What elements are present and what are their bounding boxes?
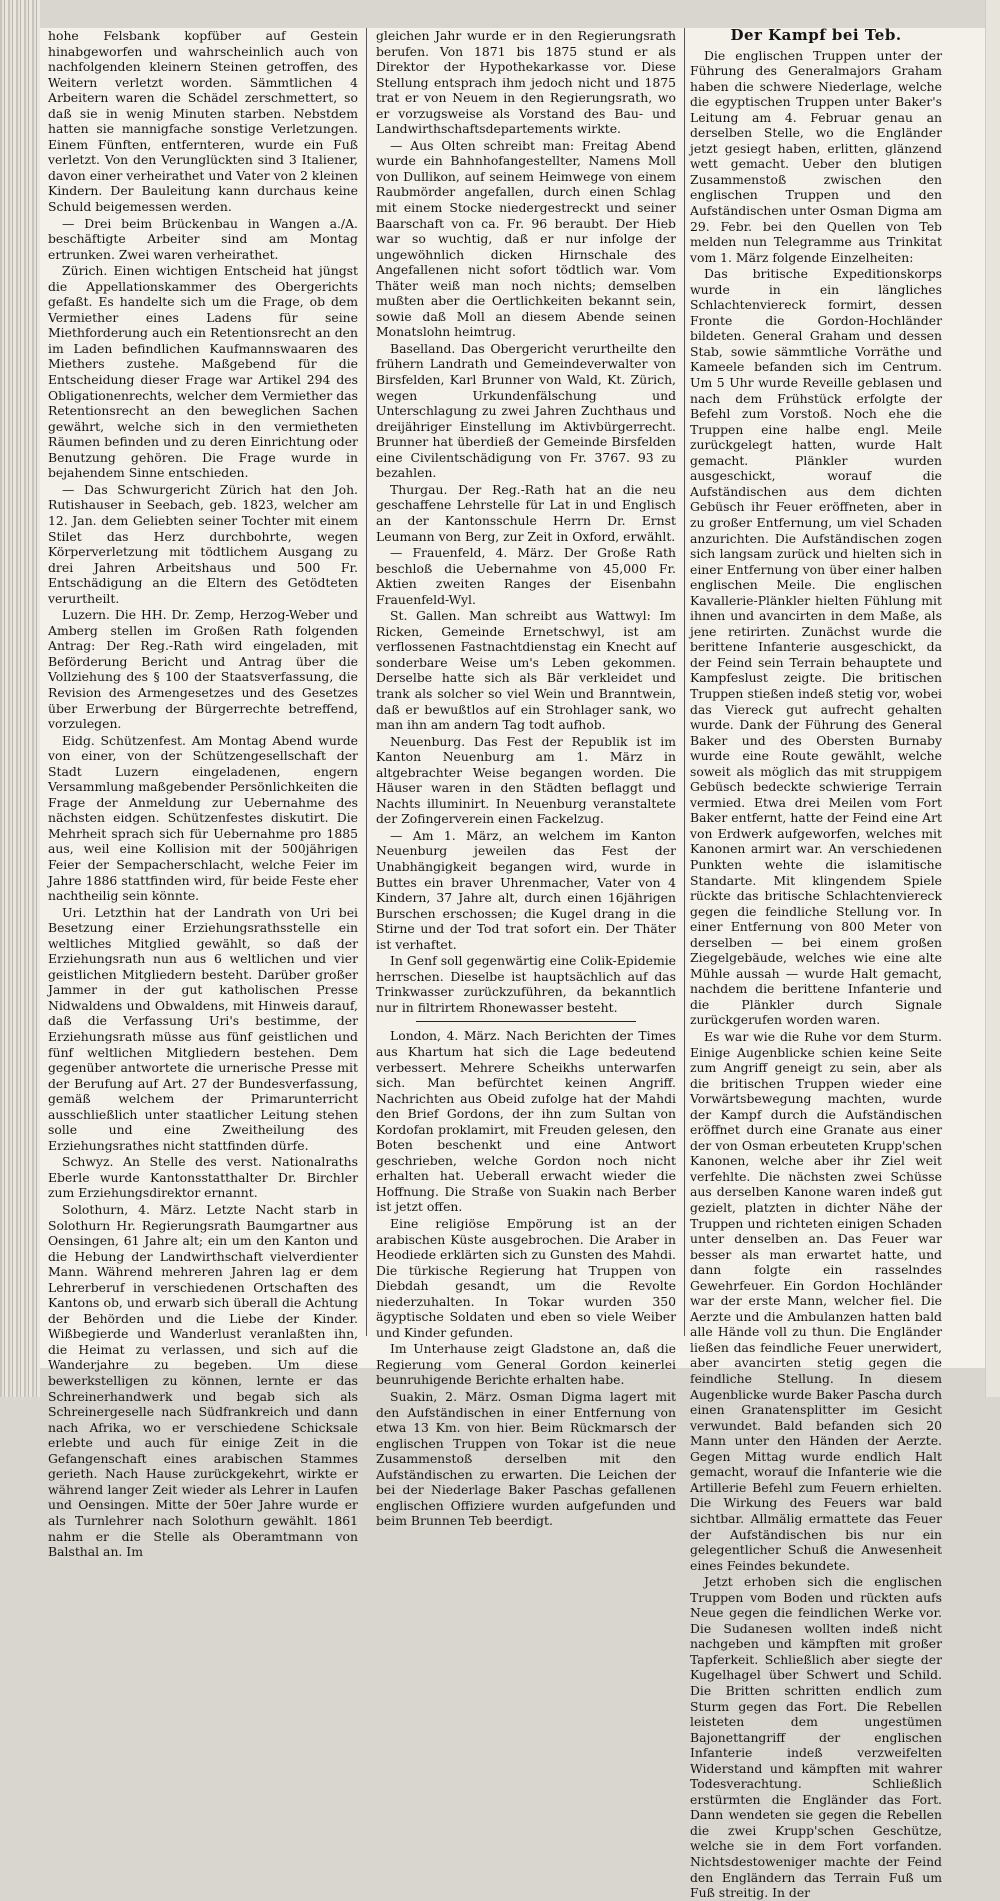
article-paragraph: — Frauenfeld, 4. März. Der Große Rath beschloß die Uebernahme von 45,000 Fr. Aktien zweiten Ranges der Eisenbahn Frauenfeld-Wyl.	[376, 545, 676, 607]
article-paragraph: — Drei beim Brückenbau in Wangen a./A. beschäftigte Arbeiter sind am Montag ertrunken. Zwei waren verheirathet.	[48, 215, 358, 262]
article-paragraph: — Am 1. März, an welchem im Kanton Neuenburg jeweilen das Fest der Unabhängigkeit begangen wird, wurde in Buttes ein braver Uhrenmacher, Vater von 4 Kindern, 37 Jahre alt, durch einen 16jährigen Burschen erschossen; die Kugel drang in die Stirne und der Tod trat sofort ein. Der Thäter ist verhaftet.	[376, 827, 676, 952]
article-paragraph: Eine religiöse Empörung ist an der arabischen Küste ausgebrochen. Die Araber in Heodiede erklärten sich zu Gunsten des Mahdi. Die türkische Regierung hat Truppen von Diebdah gesandt, um die Revolte niederzuhalten. In Tokar wurden 350 ägyptische Soldaten und eben so viele Weiber und Kinder gefunden.	[376, 1216, 676, 1340]
article-title: Der Kampf bei Teb.	[730, 26, 902, 44]
column-1	[48, 28, 358, 1560]
article-paragraph: Im Unterhause zeigt Gladstone an, daß die Regierung vom General Gordon keinerlei beunruhigende Berichte erhalten habe.	[376, 1341, 676, 1388]
article-paragraph: hohe Felsbank kopfüber auf Gestein hinabgeworfen und wahrscheinlich auch von nachfolgenden kleinern Steinen getroffen, des Weitern verletzt worden. Sämmtlichen 4 Arbeitern waren die Schädel zerschmettert, so daß sie in wenig Minuten starben. Nebstdem hatten sie mannigfache sonstige Verletzungen. Einem Fünften, entfernteren, wurde ein Fuß verletzt. Von den Verunglückten sind 3 Italiener, davon einer verheirathet und Vater von 2 kleinen Kindern. Der Bauleitung kann durchaus keine Schuld beigemessen werden.	[48, 28, 358, 215]
column-2	[376, 28, 676, 1529]
article-paragraph: St. Gallen. Man schreibt aus Wattwyl: Im Ricken, Gemeinde Ernetschwyl, ist am verflossenen Fastnachtdienstag ein Knecht auf sonderbare Weise um's Leben gekommen. Derselbe hatte sich als Bär verkleidet und trank als solcher so viel Wein und Branntwein, daß er bewußtlos auf ein Strohlager sank, wo man ihn am andern Tag todt aufhob.	[376, 608, 676, 733]
article-paragraph: Suakin, 2. März. Osman Digma lagert mit den Aufständischen in einer Entfernung von etwa 13 Km. von hier. Beim Rückmarsch der englischen Truppen von Tokar ist die neue Zusammenstoß derselben mit den Aufständischen zu erwarten. Die Leichen der bei der Niederlage Baker Paschas gefallenen englischen Offiziere wurden aufgefunden und beim Brunnen Teb beerdigt.	[376, 1389, 676, 1529]
column-rule-1	[366, 28, 367, 1336]
article-paragraph: London, 4. März. Nach Berichten der Times aus Khartum hat sich die Lage bedeutend verbessert. Mehrere Scheikhs unterwarfen sich. Man befürchtet keinen Angriff. Nachrichten aus Obeid zufolge hat der Mahdi den Brief Gordons, der ihn zum Sultan von Kordofan proklamirt, mit Freuden gelesen, den Boten beschenkt und eine Antwort geschrieben, welche Gordon noch nicht erhalten hat. Ueberall erwacht wieder die Hoffnung. Die Straße von Suakin nach Berber ist jetzt offen.	[376, 1028, 676, 1215]
article-paragraph: Solothurn, 4. März. Letzte Nacht starb in Solothurn Hr. Regierungsrath Baumgartner aus Oensingen, 61 Jahre alt; ein um den Kanton und die Hebung der Landwirthschaft vielverdienter Mann. Während mehreren Jahren lag er dem Lehrerberuf in verschiedenen Ortschaften des Kantons ob, und erwarb sich überall die Achtung der Behörden und die Liebe der Kinder. Wißbegierde und Wanderlust veranlaßten ihn, die Heimat zu verlassen, und sich auf die Wanderjahre zu begeben. Um diese bewerkstelligen zu können, lernte er das Schreinerhandwerk und begab sich als Schreinergeselle nach Südfrankreich und dann nach Afrika, wo er verschiedene Schicksale erlebte und auch für einige Zeit in die Gefangenschaft eines arabischen Stammes gerieth. Nach Hause zurückgekehrt, wirkte er während langer Zeit wieder als Lehrer in Laufen und Oensingen. Mitte der 50er Jahre wurde er als Turnlehrer nach Solothurn gewählt. 1861 nahm er die Stelle als Oberamtmann von Balsthal an. Im	[48, 1202, 358, 1560]
article-paragraph: Thurgau. Der Reg.-Rath hat an die neu geschaffene Lehrstelle für Lat in und Englisch an der Kantonsschule Herrn Dr. Ernst Leumann von Berg, zur Zeit in Oxford, erwählt.	[376, 481, 676, 544]
article-paragraph: Die englischen Truppen unter der Führung des Generalmajors Graham haben die schwere Niederlage, welche die egyptischen Truppen unter Baker's Leitung am 4. Februar genau an derselben Stelle, wo die Engländer jetzt gesiegt haben, erlitten, glänzend wett gemacht. Ueber den blutigen Zusammenstoß zwischen den englischen Truppen und den Aufständischen unter Osman Digma am 29. Febr. bei den Quellen von Teb melden nun Telegramme aus Trinkitat vom 1. März folgende Einzelheiten:	[690, 47, 942, 265]
article-paragraph: Zürich. Einen wichtigen Entscheid hat jüngst die Appellationskammer des Obergerichts gefaßt. Es handelte sich um die Frage, ob dem Vermiether eines Ladens für seine Miethforderung auch ein Retentionsrecht an den im Laden befindlichen Kaufmannswaaren des Miethers zustehe. Maßgebend für die Entscheidung dieser Frage war Artikel 294 des Obligationenrechts, welcher dem Vermiether das Retentionsrecht an den beweglichen Sachen gewährt, welche sich in den vermietheten Räumen befinden und zu deren Einrichtung oder Benutzung gehören. Die Frage wurde in bejahendem Sinne entschieden.	[48, 263, 358, 481]
column-3	[690, 26, 942, 1901]
article-paragraph: Uri. Letzthin hat der Landrath von Uri bei Besetzung einer Erziehungsrathsstelle ein weltliches Mitglied gewählt, so daß der Erziehungsrath nun aus 6 weltlichen und vier geistlichen Mitgliedern besteht. Darüber großer Jammer in der gut katholischen Presse Nidwaldens und Obwaldens, mit Hinweis darauf, daß die Verfassung Uri's bestimme, der Erziehungsrath müsse aus fünf geistlichen und fünf weltlichen Mitgliedern bestehen. Dem gegenüber antwortete die urnerische Presse mit der Berufung auf Art. 27 der Bundesverfassung, gemäß welchem der Primarunterricht ausschließlich unter staatlicher Leitung stehen solle und eine Zweitheilung des Erziehungsrathes nicht stattfinden dürfe.	[48, 904, 358, 1153]
article-paragraph: gleichen Jahr wurde er in den Regierungsrath berufen. Von 1871 bis 1875 stund er als Direktor der Hypothekarkasse vor. Diese Stellung entsprach ihm jedoch nicht und 1875 trat er von Neuem in den Regierungsrath, wo er vorzugsweise als Vorstand des Bau- und Landwirthschaftsdepartements wirkte.	[376, 28, 676, 137]
article-paragraph: Es war wie die Ruhe vor dem Sturm. Einige Augenblicke schien keine Seite zum Angriff geneigt zu sein, aber als die britischen Truppen wieder eine Vorwärtsbewegung machten, wurde der Kampf durch die Aufständischen eröffnet durch eine Granate aus einer der von Osman erbeuteten Krupp'schen Kanonen, welche aber ihr Ziel weit verfehlte. Die nächsten zwei Schüsse aus derselben Kanone waren indeß gut gezielt, platzten in dichter Nähe der Truppen und richteten einigen Schaden unter denselben an. Das Feuer war besser als man erwartet hatte, und dann folgte ein rasselndes Gewehrfeuer. Ein Gordon Hochländer war der erste Mann, welcher fiel. Die Aerzte und die Ambulanzen hatten bald alle Hände voll zu thun. Die Engländer ließen das feindliche Feuer unerwidert, aber avancirten stetig gegen die feindliche Stellung. In diesem Augenblicke wurde Baker Pascha durch einen Granatensplitter im Gesicht verwundet. Bald befanden sich 20 Mann unter den Händen der Aerzte. Gegen Mittag wurde endlich Halt gemacht, worauf die Infanterie wie die Artillerie Befehl zum Feuern erhielten. Die Wirkung des Feuers war bald sichtbar. Allmälig ermattete das Feuer der Aufständischen bis nur ein gelegentlicher Schuß die Anwesenheit eines Feindes bekundete.	[690, 1029, 942, 1573]
article-paragraph: Baselland. Das Obergericht verurtheilte den frühern Landrath und Gemeindeverwalter von Birsfelden, Karl Brunner von Wald, Kt. Zürich, wegen Urkundenfälschung und Unterschlagung zu zwei Jahren Zuchthaus und dreijähriger Einstellung im Aktivbürgerrecht. Brunner hat überdieß der Gemeinde Birsfelden eine Civilentschädigung von Fr. 3767. 93 zu bezahlen.	[376, 340, 676, 481]
article-paragraph: — Aus Olten schreibt man: Freitag Abend wurde ein Bahnhofangestellter, Namens Moll von Dullikon, auf seinem Heimwege von einem Raubmörder angefallen, durch einen Schlag mit einem Stocke niedergestreckt und seiner Baarschaft von ca. Fr. 96 beraubt. Der Hieb war so wuchtig, daß er nur infolge der ungewöhnlich dicken Hirnschale des Angefallenen nicht sofort tödtlich war. Vom Thäter weiß man noch nichts; demselben mußten aber die Oertlichkeiten bekannt sein, sowie daß Moll an diesem Abende seinen Monatslohn heimtrug.	[376, 137, 676, 340]
article-paragraph: Jetzt erhoben sich die englischen Truppen vom Boden und rückten aufs Neue gegen die feindlichen Werke vor. Die Sudanesen wollten indeß nicht nachgeben und kämpften mit großer Tapferkeit. Schließlich aber siegte der Kugelhagel über Schwert und Schild. Die Britten schritten endlich zum Sturm gegen das Fort. Die Rebellen leisteten dem ungestümen Bajonettangriff der englischen Infanterie indeß verzweifelten Widerstand und kämpften mit wahrer Todesverachtung. Schließlich erstürmten die Engländer das Fort. Dann wendeten sie gegen die Rebellen die zwei Krupp'schen Geschütze, welche sie in dem Fort vorfanden. Nichtsdestoweniger machte der Feind den Engländern das Terrain Fuß um Fuß streitig. In der	[690, 1574, 942, 1901]
article-paragraph: Das britische Expeditionskorps wurde in ein längliches Schlachtenviereck formirt, dessen Fronte die Gordon-Hochländer bildeten. General Graham und dessen Stab, sowie sämmtliche Vorräthe und Kameele befanden sich im Centrum. Um 5 Uhr wurde Reveille geblasen und nach dem Frühstück erfolgte der Befehl zum Vorstoß. Noch ehe die Truppen eine halbe engl. Meile zurückgelegt hatten, wurde Halt gemacht. Plänkler wurden ausgeschickt, worauf die Aufständischen aus dem dichten Gebüsch ihr Feuer eröffneten, aber in zu großer Entfernung, um viel Schaden anzurichten. Die Aufständischen zogen sich langsam zurück und hielten sich in einer Entfernung von über einer halben englischen Meile. Die englischen Kavallerie-Plänkler hielten Fühlung mit ihnen und avancirten in dem Maße, als jene retirirten. Zunächst wurde die berittene Infanterie ausgeschickt, da der Feind sein Terrain behauptete und Kampfeslust zeigte. Die britischen Truppen stießen indeß stetig vor, wobei das Viereck gut aufrecht gehalten wurde. Dank der Führung des General Baker und des Obersten Burnaby wurde eine Route gewählt, welche soweit als möglich das mit struppigem Gebüsch bedeckte schwierige Terrain vermied. Etwa drei Meilen vom Fort Baker entfernt, hatte der Feind eine Art von Erdwerk aufgeworfen, welches mit Kanonen armirt war. An verschiedenen Punkten wehte die islamitische Standarte. Mit klingendem Spiele rückte das britische Schlachtenviereck gegen die feindliche Stellung vor. In einer Entfernung von 800 Meter von derselben — bei einem großen Ziegelgebäude, welches wie eine alte Mühle aussah — wurde Halt gemacht, nachdem die berittene Infanterie und die Plänkler durch Signale zurückgerufen worden waren.	[690, 266, 942, 1028]
article-paragraph: Schwyz. An Stelle des verst. Nationalraths Eberle wurde Kantonsstatthalter Dr. Birchler zum Erziehungsdirektor ernannt.	[48, 1154, 358, 1201]
article-paragraph: — Das Schwurgericht Zürich hat den Joh. Rutishauser in Seebach, geb. 1823, welcher am 12. Jan. dem Geliebten seiner Tochter mit einem Stilet das Herz durchbohrte, wegen Körperverletzung mit tödtlichem Ausgang zu drei Jahren Arbeitshaus und 500 Fr. Entschädigung an die Eltern des Getödteten verurtheilt.	[48, 481, 358, 606]
article-paragraph: Eidg. Schützenfest. Am Montag Abend wurde von einer, von der Schützengesellschaft der Stadt Luzern eingeladenen, engern Versammlung maßgebender Persönlichkeiten die Frage der Anmeldung zur Uebernahme des nächsten eidgen. Schützenfestes diskutirt. Die Mehrheit sprach sich für Uebernahme pro 1885 aus, weil eine Kollision mit der 500jährigen Feier der Sempacherschlacht, welche Feier im Jahre 1886 stattfinden wird, für beide Feste eher nachtheilig sein könnte.	[48, 732, 358, 904]
column-rule-2	[684, 28, 685, 1336]
article-paragraph: In Genf soll gegenwärtig eine Colik-Epidemie herrschen. Dieselbe ist hauptsächlich auf das Trinkwasser zurückzuführen, da bekanntlich nur in filtrirtem Rhonewasser besteht.	[376, 953, 676, 1015]
page-edge-right	[985, 0, 1000, 1397]
article-paragraph: Neuenburg. Das Fest der Republik ist im Kanton Neuenburg am 1. März in altgebrachter Weise begangen worden. Die Häuser waren in den Städten beflaggt und Nachts illuminirt. In Neuenburg veranstaltete der Zofingerverein einen Fackelzug.	[376, 733, 676, 827]
page-edge-strip	[0, 0, 40, 1397]
section-separator	[416, 1021, 636, 1022]
article-paragraph: Luzern. Die HH. Dr. Zemp, Herzog-Weber und Amberg stellen im Großen Rath folgenden Antrag: Der Reg.-Rath wird eingeladen, mit Beförderung Bericht und Antrag über die Vollziehung des § 100 der Staatsverfassung, die Revision des Armengesetzes und des Gesetzes über Erwerbung der Bürgerrechte betreffend, vorzulegen.	[48, 607, 358, 732]
